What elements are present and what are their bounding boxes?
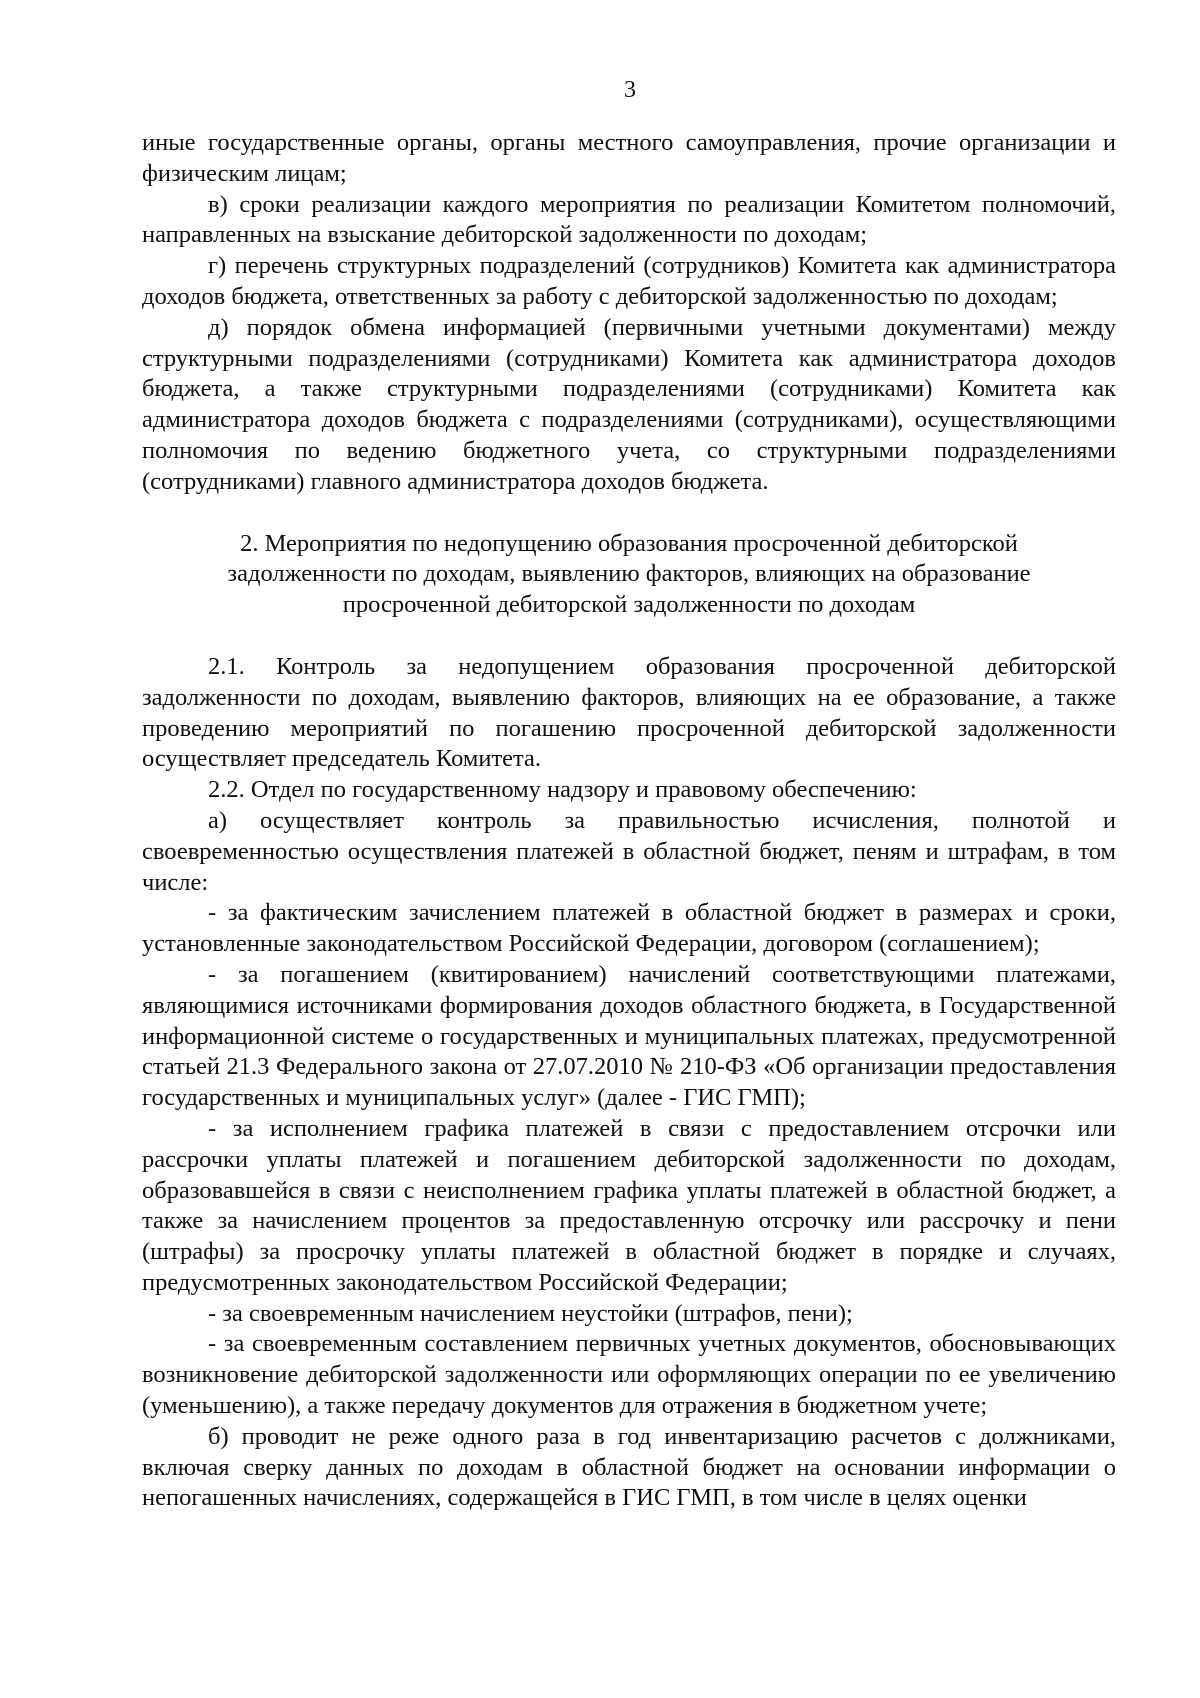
section-heading-line: просроченной дебиторской задолженности по доходам xyxy=(342,591,916,619)
page-number: 3 xyxy=(624,77,636,103)
paragraph: д) порядок обмена информацией (первичными учетными документами) между структурными подразделениями (сотрудниками) Комитета как администратора доходов бюджета, а также структурными подразделениями (сотрудниками) Комитета как администратора доходов бюджета с подразделениями (сотрудниками), осуществляющими полномочия по ведению бюджетного учета, со структурными подразделениями (сотрудниками) главного администратора доходов бюджета. xyxy=(142,313,1116,495)
paragraph: 2.2. Отдел по государственному надзору и правовому обеспечению: xyxy=(208,776,917,804)
list-item: - за исполнением графика платежей в связи с предоставлением отсрочки или рассрочки уплаты платежей и погашением дебиторской задолженности по доходам, образовавшейся в связи с неисполнением графика уплаты платежей в областной бюджет, а также за начислением процентов за предоставленную отсрочку или рассрочку и пени (штрафы) за просрочку уплаты платежей в областной бюджет в порядке и случаях, предусмотренных законодательством Российской Федерации; xyxy=(142,1114,1116,1296)
section-heading-line: задолженности по доходам, выявлению факторов, влияющих на образование xyxy=(227,560,1031,588)
document-body xyxy=(142,128,1116,1514)
list-item: - за фактическим зачислением платежей в областной бюджет в размерах и сроки, установленные законодательством Российской Федерации, договором (соглашением); xyxy=(142,899,1116,958)
paragraph: в) сроки реализации каждого мероприятия по реализации Комитетом полномочий, направленных на взыскание дебиторской задолженности по доходам; xyxy=(142,190,1116,249)
list-item: - за погашением (квитированием) начислений соответствующими платежами, являющимися источниками формирования доходов областного бюджета, в Государственной информационной системе о государственных и муниципальных платежах, предусмотренной статьей 21.3 Федерального закона от 27.07.2010 № 210-ФЗ «Об организации предоставления государственных и муниципальных услуг» (далее - ГИС ГМП); xyxy=(142,960,1116,1112)
list-item: - за своевременным начислением неустойки (штрафов, пени); xyxy=(208,1299,853,1327)
section-heading-line: 2. Мероприятия по недопущению образования просроченной дебиторской xyxy=(240,529,1018,557)
paragraph: г) перечень структурных подразделений (сотрудников) Комитета как администратора доходов бюджета, ответственных за работу с дебиторской задолженностью по доходам; xyxy=(142,252,1116,310)
paragraph: иные государственные органы, органы местного самоуправления, прочие организации и физическим лицам; xyxy=(142,129,1116,187)
section-heading xyxy=(142,529,1116,621)
list-item: - за своевременным составлением первичных учетных документов, обосновывающих возникновение дебиторской задолженности или оформляющих операции по ее увеличению (уменьшению), а также передачу документов для отражения в бюджетном учете; xyxy=(142,1330,1116,1420)
paragraph: 2.1. Контроль за недопущением образования просроченной дебиторской задолженности по доходам, выявлению факторов, влияющих на ее образование, а также проведению мероприятий по погашению просроченной дебиторской задолженности осуществляет председатель Комитета. xyxy=(142,652,1116,773)
paragraph: б) проводит не реже одного раза в год инвентаризацию расчетов с должниками, включая сверку данных по доходам в областной бюджет на основании информации о непогашенных начислениях, содержащейся в ГИС ГМП, в том числе в целях оценки xyxy=(142,1422,1116,1512)
paragraph: а) осуществляет контроль за правильностью исчисления, полнотой и своевременностью осуществления платежей в областной бюджет, пеням и штрафам, в том числе: xyxy=(142,806,1116,896)
